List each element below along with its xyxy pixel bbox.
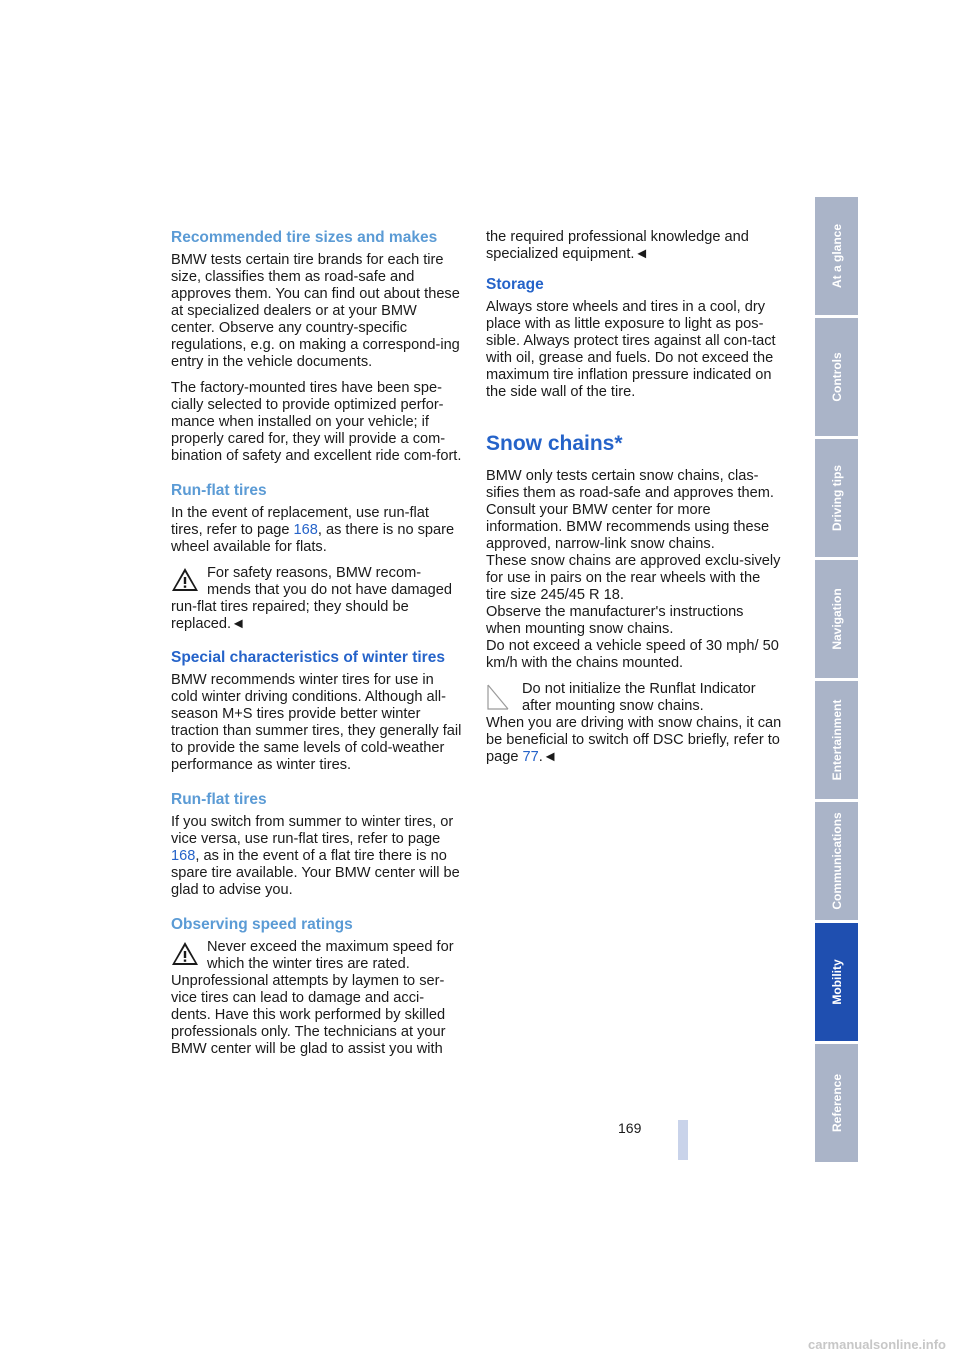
right-column <box>486 229 782 766</box>
footer-watermark: carmanualsonline.info <box>808 1337 946 1352</box>
paragraph-snow-3: Observe the manufacturer's instructions when mounting snow chains. <box>486 604 744 637</box>
paragraph-recommended-1: BMW tests certain tire brands for each tire size, classifies them as road-safe and approves them. You can find out about these at specialized dealers or at your BMW center. Observe any country-specific regulations, e.g. on making a correspond-ing entry in the vehicle documents. <box>171 252 460 370</box>
paragraph-continued: the required professional knowledge and specialized equipment.◄ <box>486 229 749 262</box>
page-link[interactable]: 168 <box>293 522 318 538</box>
warning-runflat <box>171 565 463 633</box>
note-first: Do not initialize the Runflat Indicator after mounting snow chains. <box>522 681 756 714</box>
tab-driving-tips[interactable] <box>815 439 858 557</box>
tab-mobility[interactable] <box>815 923 858 1041</box>
page-number: 169 <box>618 1120 642 1136</box>
section-tabs <box>815 197 858 1165</box>
tab-label: Entertainment <box>829 699 844 781</box>
text: , as there is no spare wheel available for flats. <box>171 522 455 555</box>
tab-entertainment[interactable] <box>815 681 858 799</box>
warning-speed-rest: Unprofessional attempts by laymen to ser-vice tires can lead to damage and acci-dents. Have this work performed by skilled professionals only. The technicians at your BMW center will be glad to assist you with <box>171 973 446 1057</box>
page-link[interactable]: 168 <box>171 848 196 864</box>
tab-label: Reference <box>829 1073 844 1133</box>
tab-label: Driving tips <box>829 464 844 532</box>
tab-label: Mobility <box>829 959 844 1005</box>
warning-triangle-icon <box>171 567 199 592</box>
warning-runflat-rest: run-flat tires repaired; they should be replaced.◄ <box>171 599 409 632</box>
warning-triangle-icon <box>171 941 199 966</box>
tab-navigation[interactable] <box>815 560 858 678</box>
paragraph-snow-2: These snow chains are approved exclu-sively for use in pairs on the rear wheels with the tire size 245/45 R 18. <box>486 553 781 603</box>
warning-runflat-first: For safety reasons, BMW recom-mends that you do not have damaged <box>207 565 453 598</box>
note-runflat-indicator <box>486 681 782 766</box>
heading-recommended-tires: Recommended tire sizes and makes <box>171 229 438 246</box>
heading-runflat-tires-2: Run-flat tires <box>171 791 267 808</box>
tab-label: Navigation <box>829 588 844 650</box>
heading-winter-tires: Special characteristics of winter tires <box>171 649 445 666</box>
paragraph-snow-1: BMW only tests certain snow chains, clas-sifies them as road-safe and approves them. Consult your BMW center for more information. BMW recommends using these approved, narrow-link snow chains. <box>486 468 774 552</box>
text: , as in the event of a flat tire there is no spare tire available. Your BMW center will be glad to advise you. <box>171 848 460 898</box>
heading-runflat-tires: Run-flat tires <box>171 482 267 499</box>
heading-storage: Storage <box>486 276 544 293</box>
page-link[interactable]: 77 <box>522 749 539 765</box>
paragraph-recommended-2: The factory-mounted tires have been spe-cially selected to provide optimized perfor-mance when installed on your vehicle; if properly cared for, they will provide a com-bination of safety and excellent ride com-fort. <box>171 380 462 464</box>
warning-speed-first: Never exceed the maximum speed for which the winter tires are rated. <box>207 939 454 972</box>
text: If you switch from summer to winter tires, or vice versa, use run-flat tires, refer to page <box>171 814 454 847</box>
page-number-bar <box>678 1120 688 1160</box>
note-rest-pre: When you are driving with snow chains, it can be beneficial to switch off DSC briefly, refer to page <box>486 715 782 765</box>
tab-label: At a glance <box>829 223 844 289</box>
paragraph-runflat-2 <box>171 814 463 899</box>
tab-at-a-glance[interactable] <box>815 197 858 315</box>
note-icon <box>486 683 510 711</box>
left-column <box>171 229 463 1058</box>
heading-speed-ratings: Observing speed ratings <box>171 916 353 933</box>
paragraph-snow-4: Do not exceed a vehicle speed of 30 mph/ 50 km/h with the chains mounted. <box>486 638 779 671</box>
paragraph-storage: Always store wheels and tires in a cool, dry place with as little exposure to light as pos-sible. Always protect tires against all con-tact with oil, grease and fuels. Do not exceed the maximum tire inflation pressure indicated on the side wall of the tire. <box>486 299 776 400</box>
tab-communications[interactable] <box>815 802 858 920</box>
note-rest-post: .◄ <box>538 749 558 765</box>
paragraph-winter: BMW recommends winter tires for use in cold winter driving conditions. Although all-season M+S tires provide better winter traction than summer tires, they generally fail to provide the same levels of cold-weather performance as winter tires. <box>171 672 462 773</box>
tab-label: Controls <box>829 352 844 402</box>
tab-controls[interactable] <box>815 318 858 436</box>
heading-snow-chains: Snow chains* <box>486 432 623 455</box>
paragraph-runflat-1 <box>171 505 463 556</box>
tab-reference[interactable] <box>815 1044 858 1162</box>
text: In the event of replacement, use run-flat tires, refer to page <box>171 505 429 538</box>
tab-label: Communications <box>829 812 844 910</box>
warning-speed <box>171 939 463 1058</box>
